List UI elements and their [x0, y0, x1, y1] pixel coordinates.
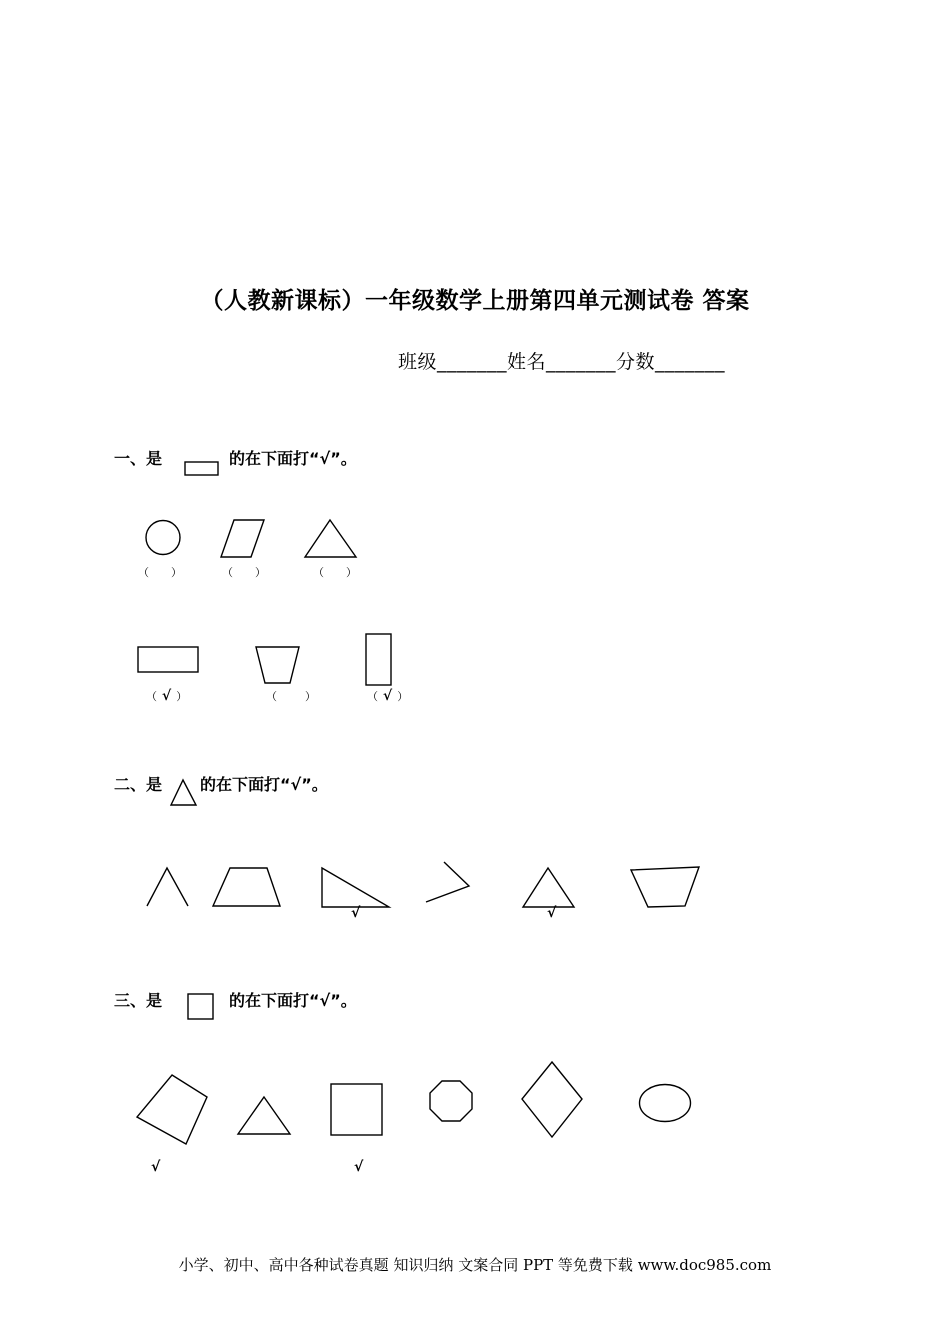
trapezoid-inverted-icon — [255, 646, 301, 686]
q3-target-square-icon — [187, 993, 215, 1021]
q1-suffix: 的在下面打“√”。 — [229, 449, 357, 468]
q2-check-right-triangle: √ — [351, 905, 361, 921]
quadrilateral-icon — [630, 866, 702, 910]
q2-suffix: 的在下面打“√”。 — [200, 775, 328, 794]
circle-icon — [145, 519, 183, 557]
q1-answer-circle: （ ） — [138, 566, 182, 579]
q1-answer-parallelogram: （ ） — [222, 566, 266, 579]
page-title: （人教新课标）一年级数学上册第四单元测试卷 答案 — [200, 288, 750, 314]
q1-answer-trapezoid: （ ） — [266, 690, 316, 703]
trapezoid-icon — [212, 867, 282, 909]
rhombus-icon — [521, 1061, 585, 1141]
q3-check-rotated-square: √ — [151, 1159, 161, 1175]
octagon-icon — [429, 1080, 475, 1124]
square-icon — [330, 1083, 384, 1137]
q1-target-rectangle-icon — [184, 461, 220, 477]
q1-answer-rectangle-horizontal: （ √ ） — [146, 688, 188, 704]
triangle-icon — [304, 519, 358, 559]
q1-prefix: 一、是 — [114, 449, 163, 468]
q1-answer-triangle: （ ） — [313, 566, 357, 579]
footer-text: 小学、初中、高中各种试卷真题 知识归纳 文案合同 PPT 等免费下载 www.doc985.com — [178, 1256, 772, 1274]
rectangle-vertical-icon — [365, 633, 393, 687]
parallelogram-icon — [220, 519, 266, 559]
q3-suffix: 的在下面打“√”。 — [229, 991, 357, 1010]
q2-check-triangle: √ — [547, 905, 557, 921]
angle-line-icon — [425, 860, 471, 904]
q2-target-triangle-icon — [170, 779, 198, 807]
checkmark: √ — [383, 688, 393, 704]
q1-answer-rectangle-vertical: （ √ ） — [367, 688, 409, 704]
q3-prefix: 三、是 — [114, 991, 163, 1010]
right-triangle-icon — [321, 867, 391, 909]
checkmark: √ — [162, 688, 172, 704]
student-info-line: 班级_______姓名_______分数_______ — [398, 351, 726, 373]
rotated-square-icon — [136, 1073, 210, 1147]
open-angle-icon — [146, 866, 190, 908]
ellipse-icon — [638, 1083, 694, 1125]
triangle-icon — [522, 867, 576, 909]
q3-check-square: √ — [354, 1159, 364, 1175]
triangle-icon — [237, 1096, 293, 1138]
rectangle-horizontal-icon — [137, 646, 201, 674]
q2-prefix: 二、是 — [114, 775, 163, 794]
